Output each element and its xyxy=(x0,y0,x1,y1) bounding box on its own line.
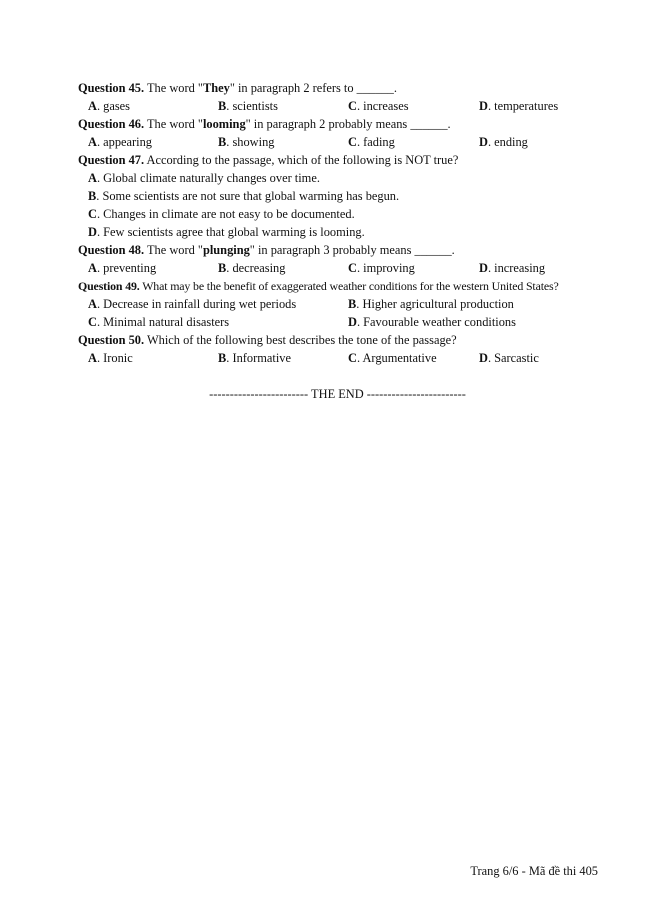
question-number: Question 49. xyxy=(78,279,140,293)
option-d: D. temperatures xyxy=(479,99,559,113)
question-text: The word " xyxy=(144,81,203,95)
question-number: Question 45. xyxy=(78,81,145,95)
option-c: C. Argumentative xyxy=(348,351,437,365)
option-b: B. Informative xyxy=(218,351,291,365)
end-marker: ------------------------ THE END ------------------------ xyxy=(209,387,466,401)
option-c: C. Changes in climate are not easy to be documented. xyxy=(88,207,355,221)
question-50 xyxy=(78,332,457,348)
option-a: A. Global climate naturally changes over time. xyxy=(88,171,320,185)
question-text: What may be the benefit of exaggerated weather conditions for the western United States? xyxy=(139,279,559,293)
question-text: " in paragraph 2 probably means ______. xyxy=(245,117,451,131)
option-a: A. appearing xyxy=(88,135,153,149)
question-number: Question 50. xyxy=(78,333,145,347)
question-text: The word " xyxy=(144,117,203,131)
option-b: B. scientists xyxy=(218,99,278,113)
question-number: Question 46. xyxy=(78,117,145,131)
option-b: B. Higher agricultural production xyxy=(348,297,514,311)
page-footer: Trang 6/6 - Mã đề thi 405 xyxy=(470,864,598,878)
option-a: A. Ironic xyxy=(88,351,133,365)
question-text: Which of the following best describes the tone of the passage? xyxy=(144,333,457,347)
question-47 xyxy=(78,152,458,168)
option-a: A. Decrease in rainfall during wet periods xyxy=(88,297,297,311)
question-keyword: looming xyxy=(202,117,246,131)
option-d: D. increasing xyxy=(479,261,546,275)
option-c: C. improving xyxy=(348,261,415,275)
question-number: Question 47. xyxy=(78,153,145,167)
option-c: C. Minimal natural disasters xyxy=(88,315,230,329)
question-49 xyxy=(78,278,559,294)
question-keyword: plunging xyxy=(202,243,250,257)
question-text: " in paragraph 2 refers to ______. xyxy=(229,81,397,95)
question-46 xyxy=(78,116,451,132)
option-d: D. Sarcastic xyxy=(479,351,539,365)
option-c: C. increases xyxy=(348,99,409,113)
question-text: The word " xyxy=(144,243,203,257)
option-d: D. ending xyxy=(479,135,528,149)
option-c: C. fading xyxy=(348,135,395,149)
option-b: B. Some scientists are not sure that global warming has begun. xyxy=(88,189,400,203)
question-text: " in paragraph 3 probably means ______. xyxy=(249,243,455,257)
question-keyword: They xyxy=(202,81,230,95)
question-48 xyxy=(78,242,455,258)
option-b: B. showing xyxy=(218,135,275,149)
option-d: D. Few scientists agree that global warming is looming. xyxy=(88,225,365,239)
option-b: B. decreasing xyxy=(218,261,286,275)
option-a: A. gases xyxy=(88,99,130,113)
question-text: According to the passage, which of the following is NOT true? xyxy=(144,153,459,167)
question-45 xyxy=(78,80,397,96)
question-number: Question 48. xyxy=(78,243,145,257)
option-a: A. preventing xyxy=(88,261,157,275)
option-d: D. Favourable weather conditions xyxy=(348,315,516,329)
